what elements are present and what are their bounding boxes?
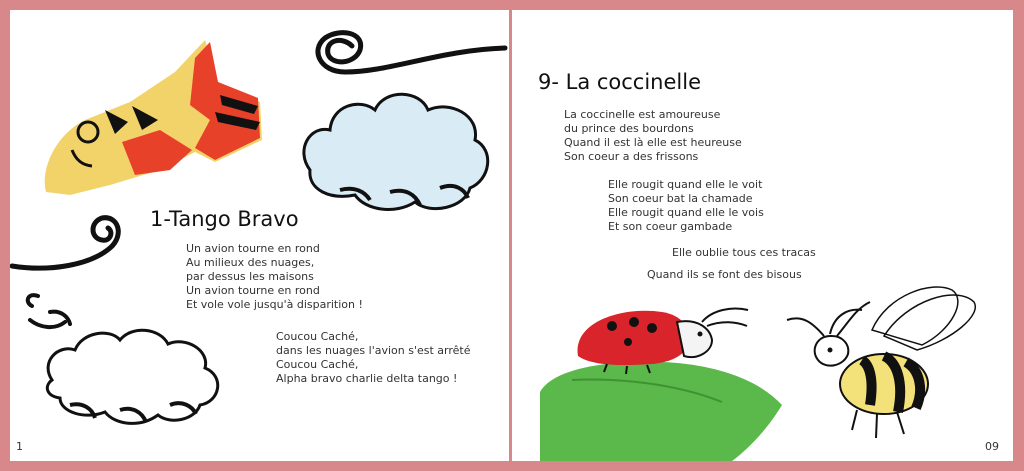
poem-line: Son coeur bat la chamade [608,192,753,205]
poem-line: Et son coeur gambade [608,220,733,233]
poem-line: Elle rougit quand elle le voit [608,178,763,191]
leaf-icon [540,362,782,461]
poem-line: Coucou Caché, [276,358,359,371]
poem-stanza [672,246,816,260]
airplane-icon [45,40,262,195]
poem-line: Un avion tourne en rond [186,242,320,255]
cloud-icon [47,330,217,423]
poem-stanza [647,268,802,282]
page-number: 1 [16,440,23,453]
poem-line: du prince des bourdons [564,122,694,135]
cloud-icon [304,94,488,209]
page-number: 09 [985,440,999,453]
poem-line: Quand il est là elle est heureuse [564,136,742,149]
left-illustrations [10,10,509,461]
poem-line: Son coeur a des frissons [564,150,699,163]
poem-title: 1-Tango Bravo [150,207,299,231]
poem-line: Elle rougit quand elle le vois [608,206,764,219]
poem-line: Alpha bravo charlie delta tango ! [276,372,458,385]
swirl-icon [12,218,118,268]
poem-line: dans les nuages l'avion s'est arrêté [276,344,471,357]
left-page [10,10,509,461]
poem-stanza [608,178,764,234]
poem-stanza [276,330,470,386]
poem-line: par dessus les maisons [186,270,314,283]
poem-stanza [564,108,742,164]
poem-line: Coucou Caché, [276,330,359,343]
bee-icon [787,287,975,438]
poem-stanza [186,242,363,312]
poem-line: La coccinelle est amoureuse [564,108,721,121]
swirl-icon [318,33,505,72]
right-page [512,10,1013,461]
poem-line: Quand ils se font des bisous [647,268,802,281]
poem-line: Et vole vole jusqu'à disparition ! [186,298,363,311]
poem-line: Au milieux des nuages, [186,256,315,269]
poem-line: Un avion tourne en rond [186,284,320,297]
poem-title: 9- La coccinelle [538,70,701,94]
cloud-icon [28,295,70,327]
poem-line: Elle oublie tous ces tracas [672,246,816,259]
